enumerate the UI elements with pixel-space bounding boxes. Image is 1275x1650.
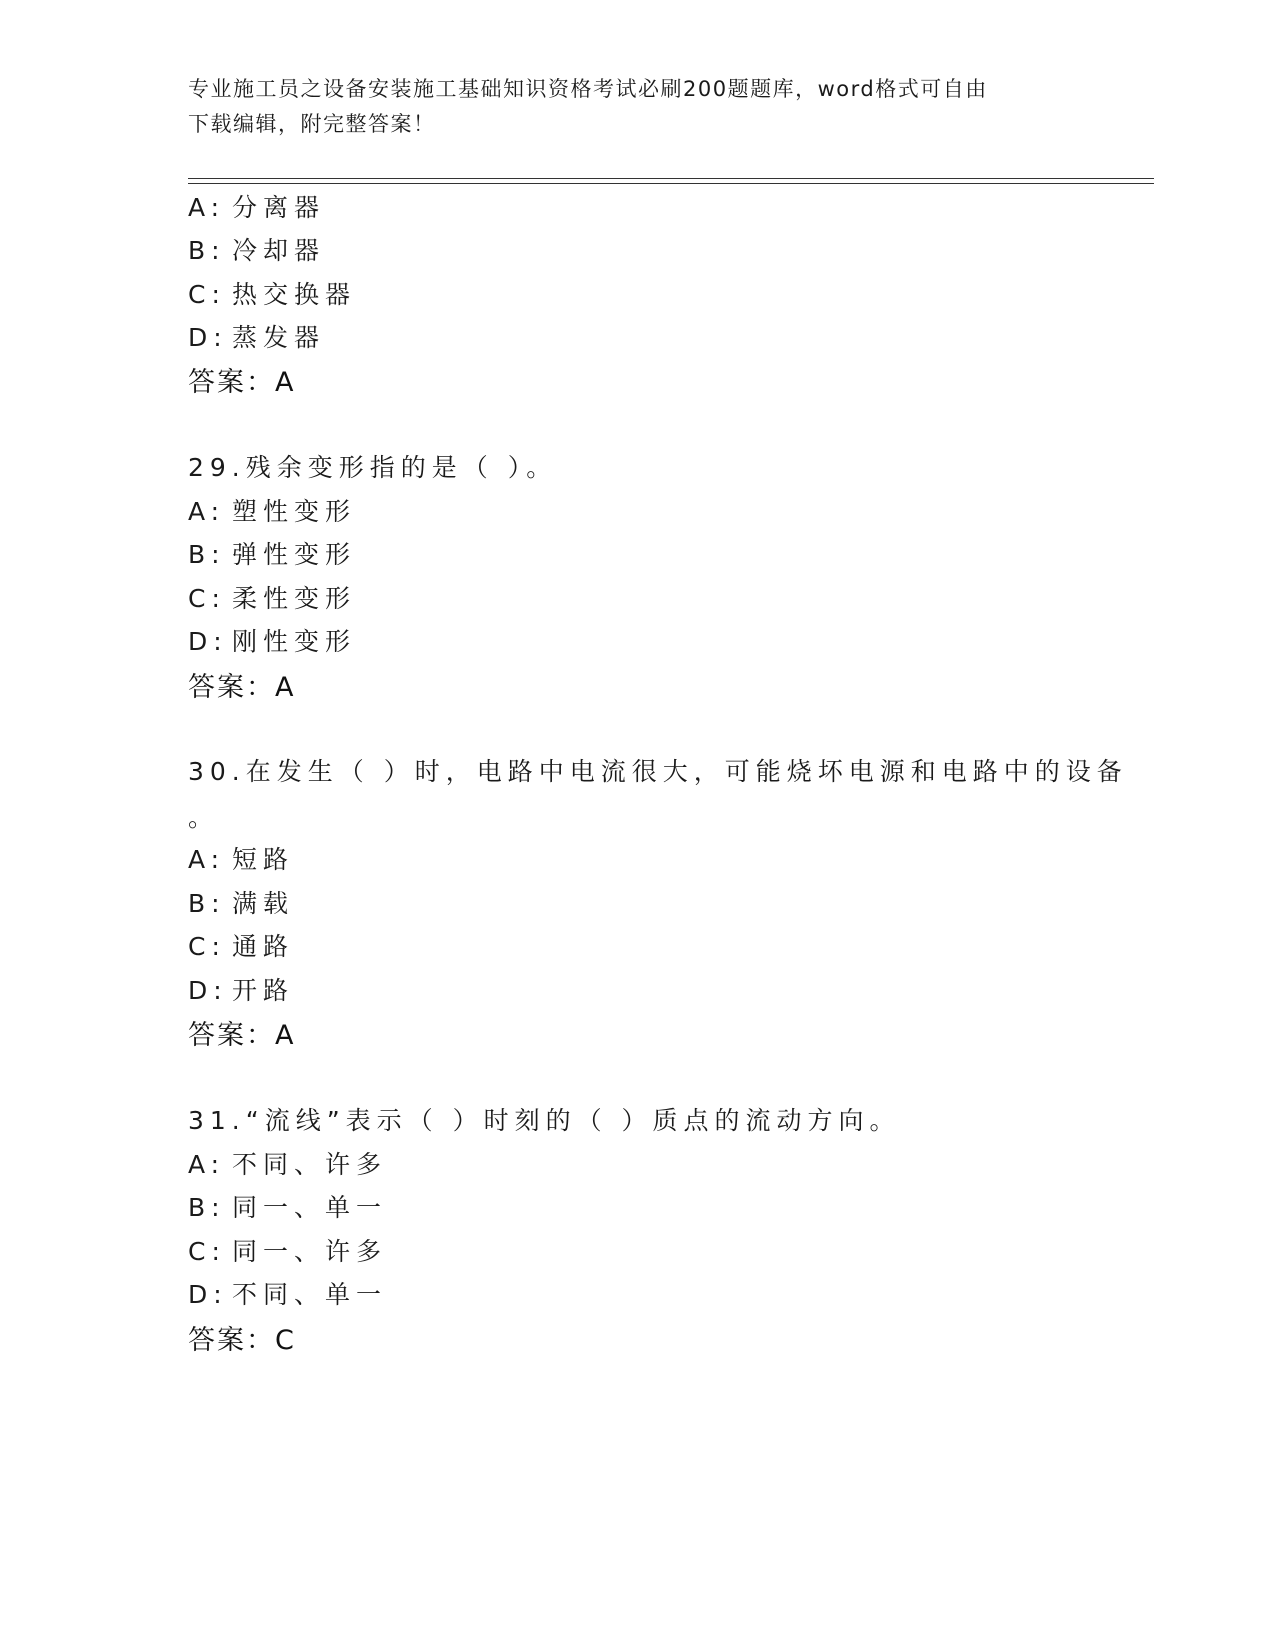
option-text: 分离器 [232,193,326,222]
option-letter: D: [188,976,228,1005]
option-letter: D: [188,1280,228,1309]
option-d [188,622,356,658]
question-31: 31.“流线”表示（ ）时刻的（ ）质点的流动方向。 [188,1106,901,1135]
question-29: 29.残余变形指的是（ ）。 [188,453,558,482]
option-text: 柔性变形 [232,584,357,613]
option-text: 不同、单一 [232,1280,388,1309]
header-line-2: 下载编辑，附完整答案！ [188,112,436,136]
option-letter: A: [188,1150,226,1179]
option-d [188,971,294,1007]
option-text: 弹性变形 [232,540,357,569]
option-b [188,884,294,920]
option-text: 开路 [232,976,295,1005]
option-a [188,840,294,876]
question-30-continuation: 。 [188,803,220,832]
option-letter: A: [188,193,226,222]
option-letter: A: [188,845,226,874]
option-c [188,1232,387,1268]
option-letter: D: [188,323,228,352]
option-d [188,318,325,354]
option-c [188,579,356,615]
option-text: 蒸发器 [232,323,326,352]
option-b [188,1188,387,1224]
option-text: 通路 [232,932,295,961]
answer-line: 答案：A [188,367,296,398]
option-letter: C: [188,280,226,309]
option-a [188,188,325,224]
option-text: 不同、许多 [232,1150,388,1179]
answer-line: 答案：C [188,1325,296,1356]
option-text: 塑性变形 [232,497,357,526]
header-line-1: 专业施工员之设备安装施工基础知识资格考试必刷200题题库，word格式可自由 [188,77,988,101]
option-text: 热交换器 [232,280,357,309]
option-letter: C: [188,1237,226,1266]
option-text: 同一、许多 [232,1237,388,1266]
option-letter: B: [188,889,226,918]
option-text: 短路 [232,845,295,874]
option-d [188,1275,387,1311]
option-c [188,927,294,963]
option-b [188,535,356,571]
option-b [188,231,325,267]
header-divider-top [188,178,1154,179]
option-letter: B: [188,236,226,265]
option-letter: B: [188,540,226,569]
option-text: 同一、单一 [232,1193,388,1222]
option-letter: D: [188,627,228,656]
option-letter: C: [188,584,226,613]
option-a [188,492,356,528]
question-30: 30.在发生（ ）时，电路中电流很大，可能烧坏电源和电路中的设备 [188,757,1128,786]
option-letter: C: [188,932,226,961]
option-letter: B: [188,1193,226,1222]
option-text: 满载 [232,889,295,918]
option-c [188,275,356,311]
option-text: 冷却器 [232,236,326,265]
option-a [188,1145,387,1181]
option-letter: A: [188,497,226,526]
answer-line: 答案：A [188,1020,296,1051]
option-text: 刚性变形 [232,627,357,656]
answer-line: 答案：A [188,672,296,703]
header-divider-bottom [188,183,1154,184]
document-header [188,72,1088,142]
